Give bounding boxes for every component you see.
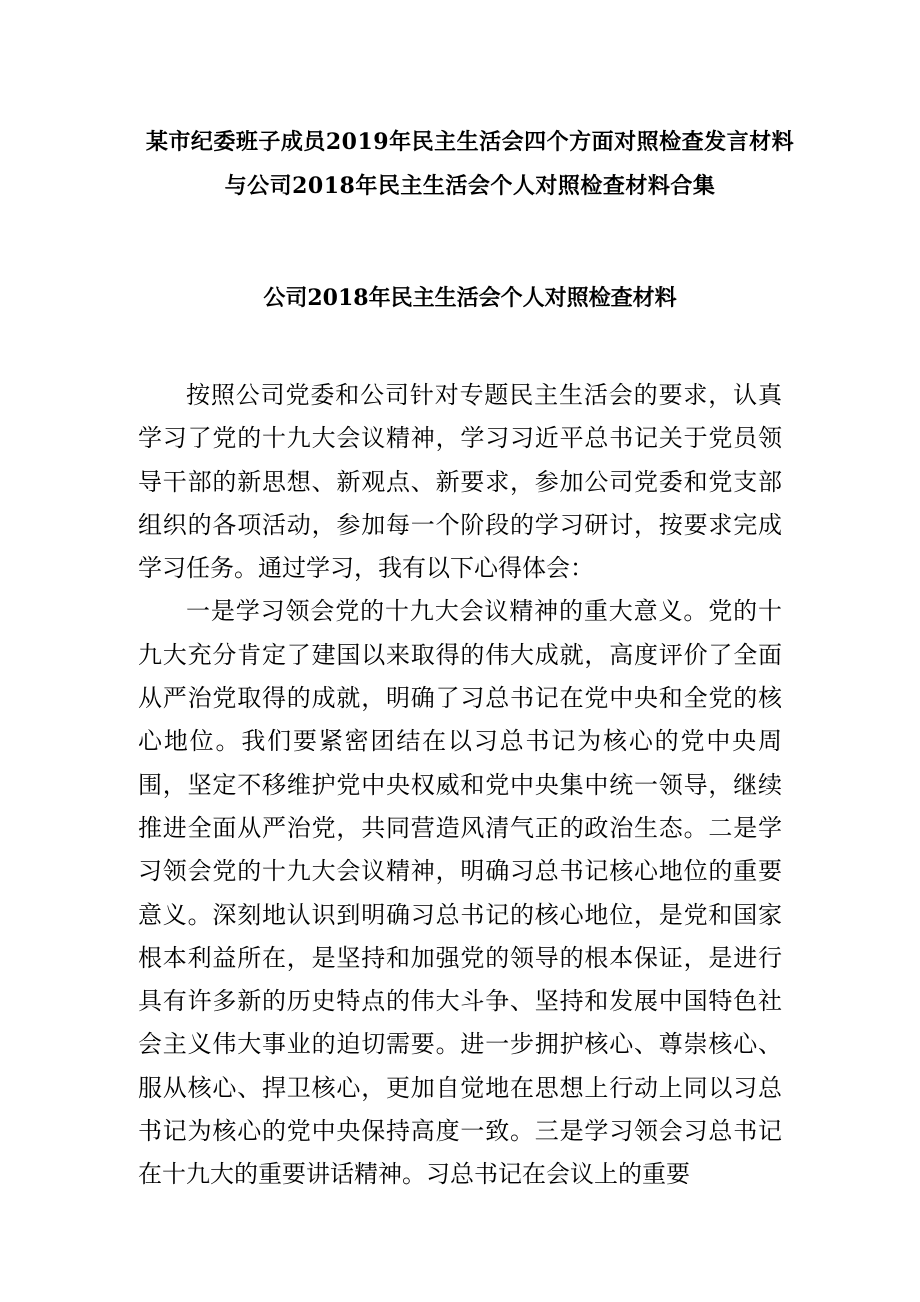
document-main-title: 某市纪委班子成员2019年民主生活会四个方面对照检查发言材料与公司2018年民主生活会个人对照检查材料合集 bbox=[145, 129, 795, 199]
section-title: 公司2018年民主生活会个人对照检查材料 bbox=[263, 285, 677, 311]
body-paragraph-1: 按照公司党委和公司针对专题民主生活会的要求，认真学习了党的十九大会议精神，学习习近平总书记关于党员领导干部的新思想、新观点、新要求，参加公司党委和党支部组织的各项活动，参加每一个阶段的学习研讨，按要求完成学习任务。通过学习，我有以下心得体会： bbox=[138, 381, 782, 583]
body-paragraph-2: 一是学习领会党的十九大会议精神的重大意义。党的十九大充分肯定了建国以来取得的伟大成就，高度评价了全面从严治党取得的成就，明确了习总书记在党中央和全党的核心地位。我们要紧密团结在以习总书记为核心的党中央周围，坚定不移维护党中央权威和党中央集中统一领导，继续推进全面从严治党，共同营造风清气正的政治生态。二是学习领会党的十九大会议精神，明确习总书记核心地位的重要意义。深刻地认识到明确习总书记的核心地位，是党和国家根本利益所在，是坚持和加强党的领导的根本保证，是进行具有许多新的历史特点的伟大斗争、坚持和发展中国特色社会主义伟大事业的迫切需要。进一步拥护核心、尊崇核心、服从核心、捍卫核心，更加自觉地在思想上行动上同以习总书记为核心的党中央保持高度一致。三是学习领会习总书记在十九大的重要讲话精神。习总书记在会议上的重要 bbox=[138, 597, 782, 1189]
body-text bbox=[138, 374, 782, 1197]
